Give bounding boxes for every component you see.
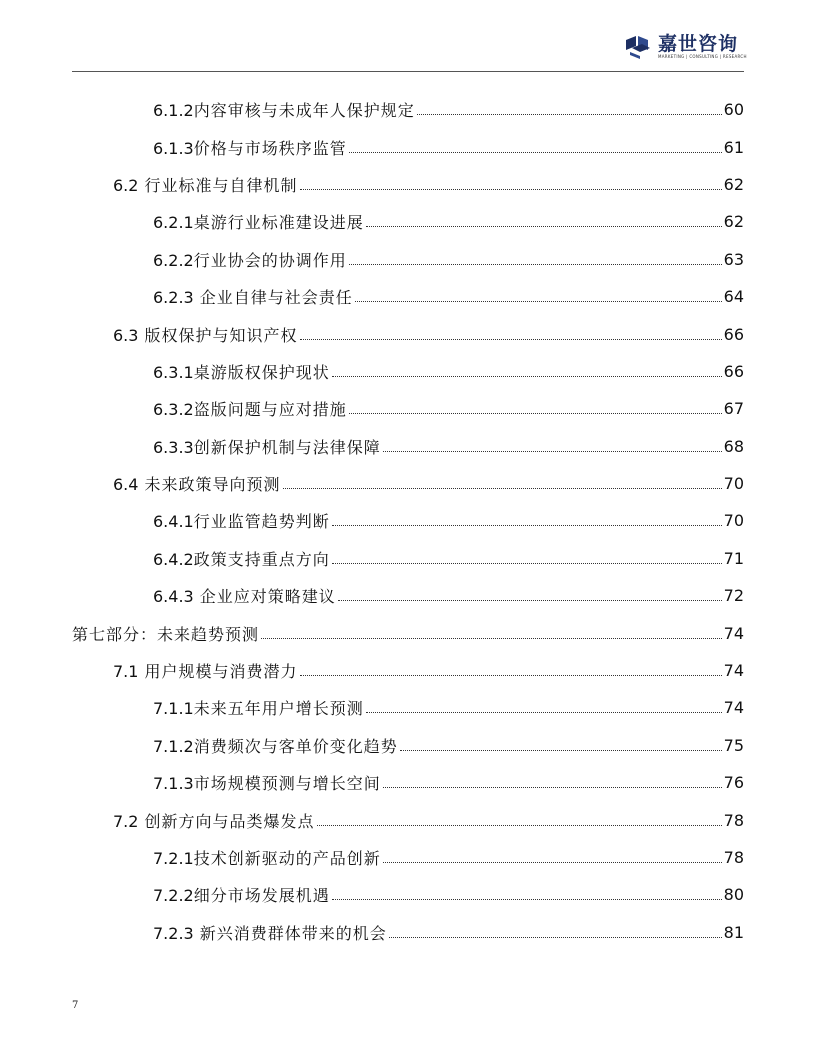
toc-entry-title (153, 360, 330, 383)
toc-leader-dots (383, 787, 722, 788)
toc-entry-page: 66 (723, 361, 744, 381)
toc-entry-text: 桌游版权保护现状 (193, 362, 330, 382)
toc-entry-title (153, 883, 330, 906)
toc-leader-dots (383, 451, 722, 452)
toc-leader-dots (349, 413, 722, 414)
toc-entry-number: 6.2.2 (153, 250, 194, 270)
toc-entry-page: 76 (723, 773, 744, 793)
toc-entry-text: 消费频次与客单价变化趋势 (193, 736, 398, 756)
toc-entry-title (153, 734, 398, 757)
toc-entry[interactable] (72, 614, 744, 651)
toc-entry-number: 6.2 (113, 175, 139, 195)
toc-entry[interactable] (72, 166, 744, 203)
toc-entry-page: 74 (723, 698, 744, 718)
toc-entry-text: 盗版问题与应对措施 (193, 400, 347, 420)
toc-entry-number: 6.2.1 (153, 213, 194, 233)
toc-entry[interactable] (72, 801, 744, 838)
toc-entry-text: 用户规模与消费潜力 (138, 662, 298, 682)
toc-leader-dots (300, 339, 722, 340)
toc-entry[interactable] (72, 203, 744, 240)
toc-entry[interactable] (72, 502, 744, 539)
toc-leader-dots (332, 563, 722, 564)
toc-entry-number: 6.1.2 (153, 101, 194, 121)
toc-entry-text: 企业自律与社会责任 (193, 288, 353, 308)
toc-entry-page: 74 (723, 661, 744, 681)
toc-entry-text: 创新方向与品类爆发点 (138, 811, 315, 831)
toc-entry-title (153, 98, 415, 121)
toc-entry-number: 6.3.1 (153, 362, 194, 382)
toc-entry-page: 66 (723, 324, 744, 344)
toc-entry-title (113, 472, 281, 495)
toc-entry-title (113, 809, 315, 832)
toc-leader-dots (349, 264, 722, 265)
toc-entry-title (153, 921, 387, 944)
toc-entry-text: 创新保护机制与法律保障 (193, 437, 381, 457)
toc-entry-text: 行业协会的协调作用 (193, 250, 347, 270)
toc-entry-title (113, 173, 298, 196)
toc-entry[interactable] (72, 128, 744, 165)
toc-entry-title (153, 435, 381, 458)
toc-entry-text: 行业监管趋势判断 (193, 512, 330, 532)
toc-entry-number: 6.4.2 (153, 549, 194, 569)
toc-entry[interactable] (72, 577, 744, 614)
toc-entry-page: 70 (723, 511, 744, 531)
toc-entry-page: 75 (723, 735, 744, 755)
toc-leader-dots (400, 750, 722, 751)
toc-entry-title (153, 210, 364, 233)
toc-entry-number: 6.1.3 (153, 138, 194, 158)
toc-entry-title (153, 397, 347, 420)
toc-entry-number: 6.4.1 (153, 512, 194, 532)
toc-entry-page: 64 (723, 287, 744, 307)
toc-entry-text: 第七部分：未来趋势预测 (72, 624, 260, 644)
page-number: 7 (72, 1000, 79, 1011)
toc-entry-number: 6.3.3 (153, 437, 194, 457)
toc-entry-page: 67 (723, 399, 744, 419)
toc-entry-title (153, 285, 353, 308)
toc-entry-page: 71 (723, 548, 744, 568)
toc-entry-page: 74 (723, 623, 744, 643)
toc-entry-number: 7.2.1 (153, 849, 194, 868)
toc-entry[interactable] (72, 652, 744, 689)
toc-entry-text: 政策支持重点方向 (193, 549, 330, 569)
toc-entry-text: 新兴消费群体带来的机会 (193, 923, 387, 943)
toc-entry-page: 80 (723, 885, 744, 905)
toc-entry-number: 6.3.2 (153, 400, 194, 420)
toc-entry[interactable] (72, 914, 744, 951)
header-divider (72, 71, 744, 72)
toc-entry[interactable] (72, 764, 744, 801)
logo-name: 嘉世咨询 (658, 33, 739, 55)
toc-entry-title (153, 136, 347, 159)
toc-entry-number: 6.4.3 (153, 587, 194, 607)
toc-entry-text: 未来五年用户增长预测 (193, 699, 364, 719)
toc-leader-dots (300, 675, 722, 676)
toc-entry-title (72, 622, 259, 645)
logo-tagline: MARKETING | CONSULTING | RESEARCH (658, 54, 747, 59)
toc-entry-text: 未来政策导向预测 (138, 475, 281, 495)
toc-entry-title (153, 584, 336, 607)
toc-entry[interactable] (72, 465, 744, 502)
toc-entry-number: 7.1 (113, 662, 139, 682)
toc-leader-dots (338, 600, 722, 601)
toc-leader-dots (332, 525, 722, 526)
toc-entry-title (113, 659, 298, 682)
company-logo (624, 34, 747, 60)
toc-entry[interactable] (72, 241, 744, 278)
toc-entry-page: 68 (723, 436, 744, 456)
toc-entry-text: 价格与市场秩序监管 (193, 138, 347, 158)
toc-entry[interactable] (72, 727, 744, 764)
toc-leader-dots (366, 226, 722, 227)
toc-entry[interactable] (72, 353, 744, 390)
toc-entry-text: 行业标准与自律机制 (138, 175, 298, 195)
toc-entry-page: 70 (723, 474, 744, 494)
toc-entry[interactable] (72, 839, 744, 876)
toc-leader-dots (261, 638, 722, 639)
toc-leader-dots (383, 862, 722, 863)
toc-entry-number: 7.1.3 (153, 774, 194, 794)
toc-entry-page: 72 (723, 586, 744, 606)
toc-entry[interactable] (72, 876, 744, 913)
toc-entry[interactable] (72, 428, 744, 465)
toc-entry-text: 桌游行业标准建设进展 (193, 213, 364, 233)
toc-entry-number: 6.3 (113, 325, 139, 345)
toc-entry-text: 企业应对策略建议 (193, 587, 336, 607)
toc-entry-title (153, 696, 364, 719)
toc-entry[interactable] (72, 315, 744, 352)
toc-entry-text: 细分市场发展机遇 (193, 886, 330, 906)
toc-entry[interactable] (72, 540, 744, 577)
toc-entry-title (153, 771, 381, 794)
toc-leader-dots (355, 301, 722, 302)
toc-entry-text: 技术创新驱动的产品创新 (193, 849, 381, 868)
toc-entry-page: 81 (723, 922, 744, 942)
toc-entry-number: 7.1.2 (153, 736, 194, 756)
toc-leader-dots (366, 712, 722, 713)
toc-entry-title (153, 509, 330, 532)
toc-entry[interactable] (72, 278, 744, 315)
page-header (0, 0, 816, 76)
toc-entry-title (153, 547, 330, 570)
toc-entry-page: 62 (723, 212, 744, 232)
toc-entry-page: 78 (723, 848, 744, 867)
toc-leader-dots (332, 376, 722, 377)
toc-entry-page: 61 (723, 137, 744, 157)
toc-entry[interactable] (72, 390, 744, 427)
toc-leader-dots (349, 152, 722, 153)
toc-entry-title (153, 248, 347, 271)
toc-entry-number: 7.2.3 (153, 923, 194, 943)
toc-entry-text: 内容审核与未成年人保护规定 (193, 101, 415, 121)
table-of-contents (72, 91, 744, 951)
toc-entry-number: 7.1.1 (153, 699, 194, 719)
toc-entry-page: 78 (723, 810, 744, 830)
toc-leader-dots (389, 937, 722, 938)
toc-leader-dots (417, 114, 722, 115)
toc-entry-page: 62 (723, 174, 744, 194)
toc-leader-dots (332, 899, 722, 900)
toc-leader-dots (317, 825, 722, 826)
toc-entry-page: 63 (723, 249, 744, 269)
toc-entry-number: 7.2 (113, 811, 139, 831)
toc-entry-number: 7.2.2 (153, 886, 194, 906)
toc-entry-text: 版权保护与知识产权 (138, 325, 298, 345)
toc-entry-number: 6.4 (113, 475, 139, 495)
toc-entry-text: 市场规模预测与增长空间 (193, 774, 381, 794)
logo-mark-icon (624, 34, 652, 60)
toc-entry[interactable] (72, 689, 744, 726)
toc-entry-title (113, 323, 298, 346)
toc-entry-title (153, 846, 381, 869)
toc-entry-number: 6.2.3 (153, 288, 194, 308)
toc-entry[interactable] (72, 91, 744, 128)
toc-leader-dots (300, 189, 722, 190)
toc-leader-dots (283, 488, 722, 489)
toc-entry-page: 60 (723, 100, 744, 120)
